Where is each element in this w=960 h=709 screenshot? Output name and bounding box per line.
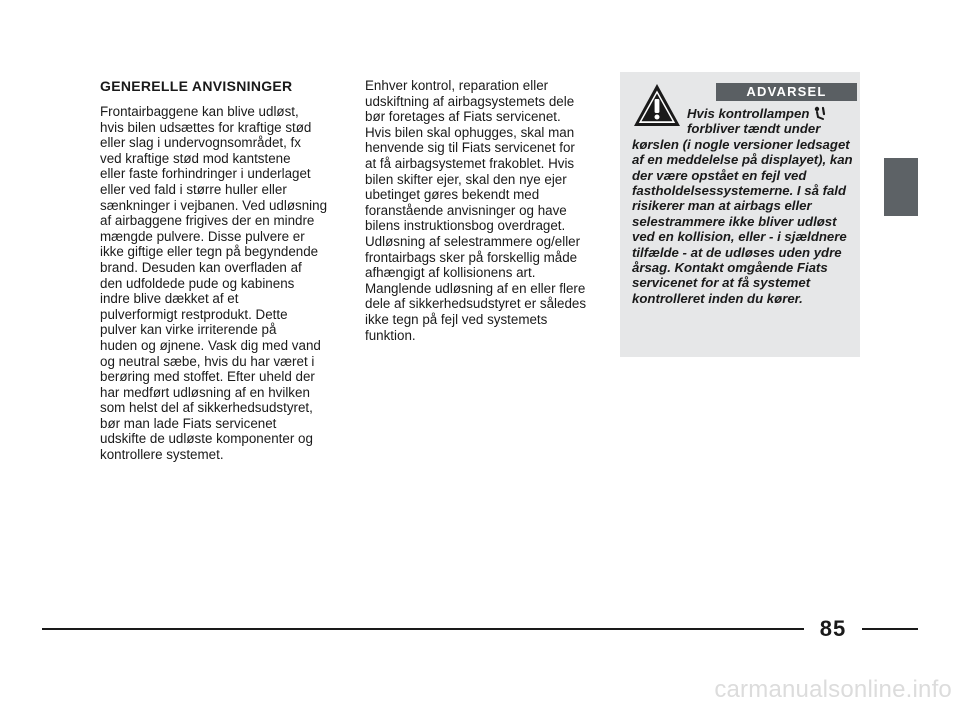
icon-spacer — [632, 106, 687, 136]
watermark: carmanualsonline.info — [714, 676, 952, 703]
warning-text-lead: Hvis kontrollampen — [687, 106, 810, 121]
warning-label: ADVARSEL — [716, 83, 857, 101]
footer-rule-left — [42, 628, 804, 630]
warning-text-rest: forbliver tændt under kørslen (i nogle versioner ledsaget af en meddelelse på displayet), kan der være opstået en fejl ved fastholdelsessystemerne. I så fald risikerer man at airbags eller selestrammere ikke bliver udløst ved en kollision, eller - i sjældnere tilfælde - at de udløses uden ydre årsag. Kontakt omgående Fiats servicenet for at få systemet kontrolleret inden du kører. — [632, 121, 853, 306]
middle-column — [365, 78, 601, 343]
chapter-tab — [884, 158, 918, 216]
left-column — [100, 78, 336, 463]
footer-rule-right — [862, 628, 918, 630]
warning-text — [632, 106, 854, 306]
warning-box — [620, 72, 860, 357]
page-number: 85 — [819, 616, 847, 641]
section-heading: GENERELLE ANVISNINGER — [100, 78, 293, 94]
left-column-body: Frontairbaggene kan blive udløst, hvis bilen udsættes for kraftige stød eller slag i undervognsområdet, fx ved kraftige stød mod kantstene eller faste forhindringer i underlaget eller ved fald i større huller eller sænkninger i vejbanen. Ved udløsning af airbaggene frigives der en mindre mængde pulvere. Disse pulvere er ikke giftige eller tegn på begyndende brand. Desuden kan overfladen af den udfoldede pude og kabinens indre blive dækket af et pulverformigt restprodukt. Dette pulver kan virke irriterende på huden og øjnene. Vask dig med vand og neutral sæbe, hvis du har været i berøring med stoffet. Efter uheld der har medført udløsning af en hvilken som helst del af sikkerhedsudstyret, bør man lade Fiats servicenet udskifte de udløste komponenter og kontrollere systemet. — [100, 104, 328, 463]
airbag-warning-lamp-icon — [813, 106, 827, 120]
middle-column-body: Enhver kontrol, reparation eller udskiftning af airbagsystemets dele bør foretages af Fiats servicenet. Hvis bilen skal ophugges, skal man henvende sig til Fiats servicenet for at få airbagsystemet frakoblet. Hvis bilen skifter ejer, skal den nye ejer ubetinget gøres bekendt med foranstående anvisninger og have bilens instruktionsbog overdraget. Udløsning af selestrammere og/eller frontairbags sker på forskellig måde afhængigt af kollisionens art. Manglende udløsning af en eller flere dele af sikkerhedsudstyret er således ikke tegn på fejl ved systemets funktion. — [365, 78, 587, 343]
